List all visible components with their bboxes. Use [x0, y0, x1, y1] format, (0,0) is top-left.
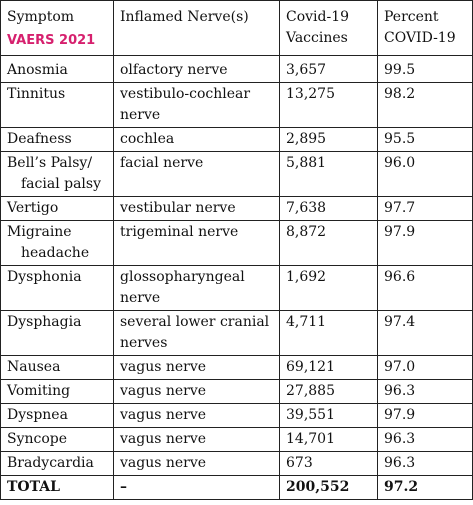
nerve-cell: vestibular nerve [114, 197, 280, 221]
table-row [1, 356, 473, 380]
count-cell: 673 [280, 452, 378, 476]
symptom-cell: Bradycardia [1, 452, 114, 476]
header-row [1, 1, 473, 56]
percent-cell: 96.6 [378, 266, 473, 311]
total-percent-cell: 97.2 [378, 476, 473, 500]
nerve-cell: vagus nerve [114, 404, 280, 428]
symptom-cell: Dysphagia [1, 311, 114, 356]
total-count-cell: 200,552 [280, 476, 378, 500]
symptom-cell: Dysphonia [1, 266, 114, 311]
percent-cell: 97.4 [378, 311, 473, 356]
symptom-text: Migraine headache [7, 224, 90, 261]
count-cell: 69,121 [280, 356, 378, 380]
percent-cell: 97.9 [378, 221, 473, 266]
table-row [1, 197, 473, 221]
count-cell: 13,275 [280, 83, 378, 128]
nerve-cell: several lower cranial nerves [114, 311, 280, 356]
vaers-badge: VAERS 2021 [7, 33, 96, 48]
count-cell: 4,711 [280, 311, 378, 356]
symptom-cell: Syncope [1, 428, 114, 452]
symptom-cell: Nausea [1, 356, 114, 380]
symptom-cell: Anosmia [1, 56, 114, 83]
symptom-text: Bell’s Palsy/ facial palsy [7, 155, 102, 192]
symptom-cell: Vomiting [1, 380, 114, 404]
table-row [1, 311, 473, 356]
percent-cell: 96.3 [378, 380, 473, 404]
percent-cell: 97.0 [378, 356, 473, 380]
symptom-cell: Tinnitus [1, 83, 114, 128]
total-label-cell: TOTAL [1, 476, 114, 500]
header-nerve: Inflamed Nerve(s) [114, 1, 280, 56]
count-cell: 3,657 [280, 56, 378, 83]
nerve-cell: vagus nerve [114, 428, 280, 452]
table-row [1, 56, 473, 83]
total-nerve-cell: – [114, 476, 280, 500]
percent-cell: 96.0 [378, 152, 473, 197]
count-cell: 8,872 [280, 221, 378, 266]
nerve-cell: cochlea [114, 128, 280, 152]
symptom-cell: Dyspnea [1, 404, 114, 428]
count-cell: 14,701 [280, 428, 378, 452]
header-percent: Percent COVID-19 [378, 1, 473, 56]
nerve-cell: vagus nerve [114, 380, 280, 404]
percent-cell: 95.5 [378, 128, 473, 152]
nerve-cell: vagus nerve [114, 356, 280, 380]
nerve-cell: trigeminal nerve [114, 221, 280, 266]
table-row [1, 404, 473, 428]
percent-cell: 96.3 [378, 428, 473, 452]
count-cell: 39,551 [280, 404, 378, 428]
header-vaccines: Covid-19 Vaccines [280, 1, 378, 56]
table-row [1, 452, 473, 476]
count-cell: 7,638 [280, 197, 378, 221]
nerve-cell: vagus nerve [114, 452, 280, 476]
percent-cell: 97.9 [378, 404, 473, 428]
table-row [1, 83, 473, 128]
percent-cell: 97.7 [378, 197, 473, 221]
count-cell: 2,895 [280, 128, 378, 152]
header-symptom [1, 1, 114, 56]
percent-cell: 98.2 [378, 83, 473, 128]
header-symptom-label: Symptom [7, 9, 75, 25]
symptom-cell [1, 221, 114, 266]
nerve-cell: facial nerve [114, 152, 280, 197]
symptom-cell [1, 152, 114, 197]
percent-cell: 99.5 [378, 56, 473, 83]
table-row [1, 128, 473, 152]
symptom-cell: Vertigo [1, 197, 114, 221]
table-row [1, 221, 473, 266]
table-row [1, 380, 473, 404]
percent-cell: 96.3 [378, 452, 473, 476]
count-cell: 5,881 [280, 152, 378, 197]
table-row [1, 428, 473, 452]
table-row [1, 266, 473, 311]
nerve-cell: olfactory nerve [114, 56, 280, 83]
nerve-cell: vestibulo-cochlear nerve [114, 83, 280, 128]
count-cell: 27,885 [280, 380, 378, 404]
nerve-cell: glossopharyngeal nerve [114, 266, 280, 311]
total-row [1, 476, 473, 500]
table-row [1, 152, 473, 197]
symptom-cell: Deafness [1, 128, 114, 152]
count-cell: 1,692 [280, 266, 378, 311]
